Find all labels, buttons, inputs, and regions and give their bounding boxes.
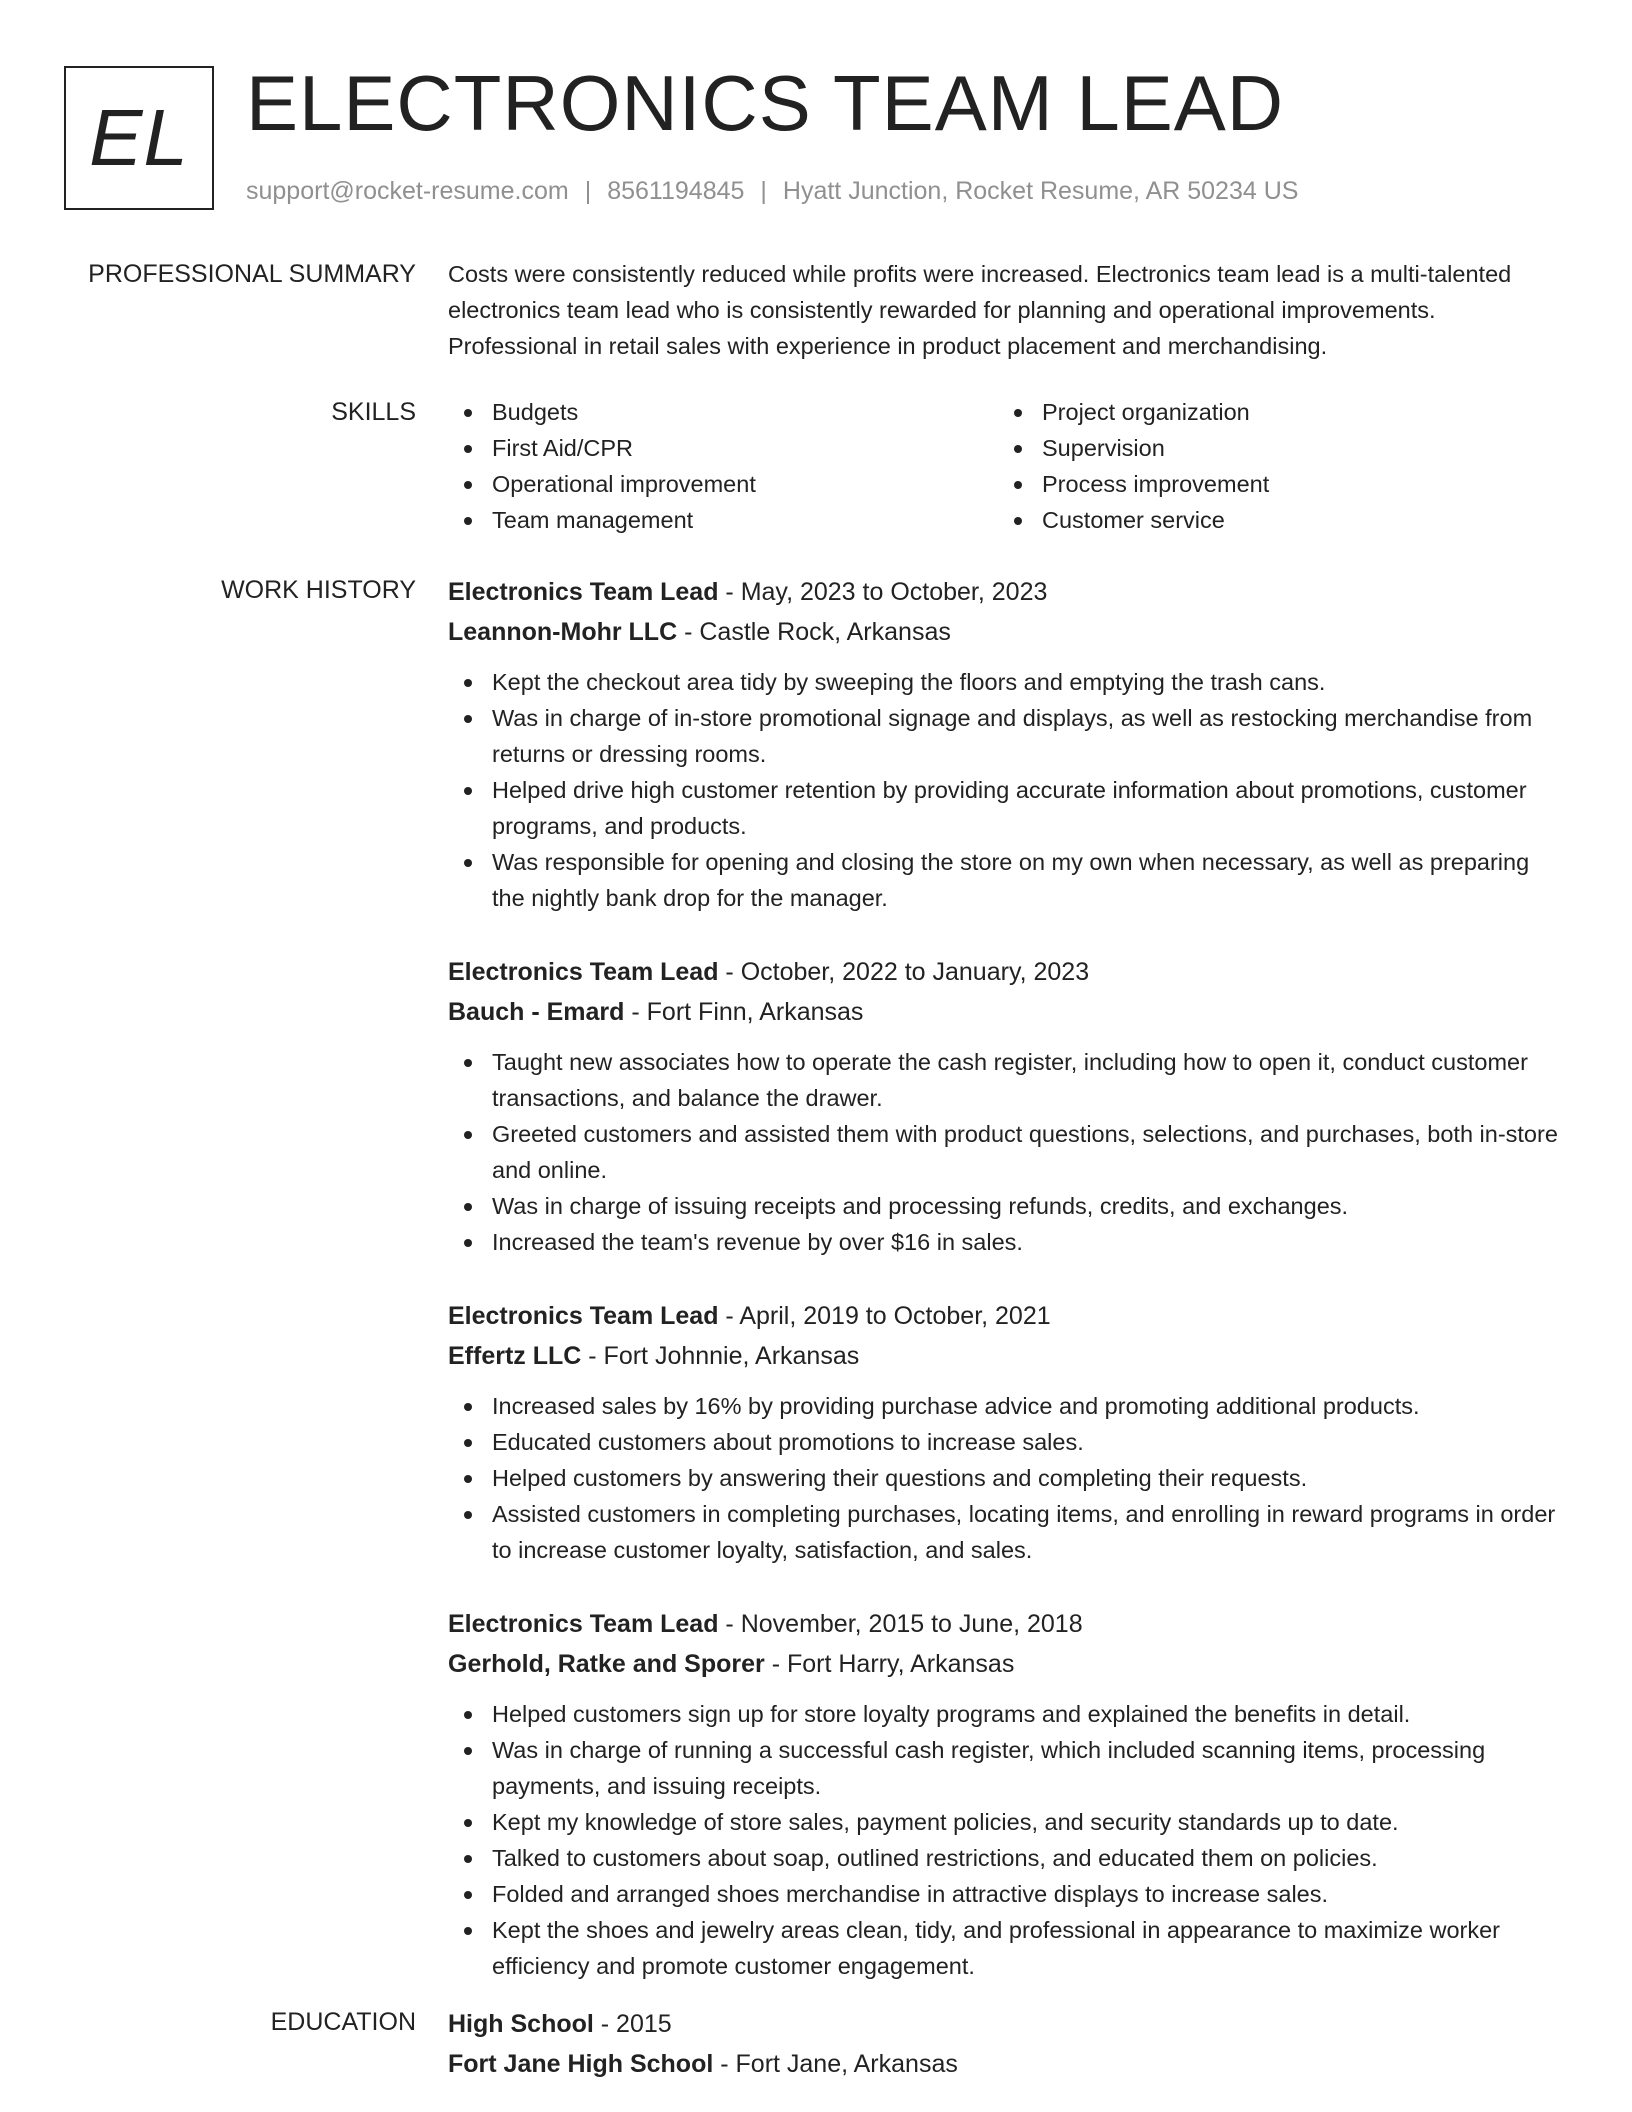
- job-bullet: Increased the team's revenue by over $16 in sales.: [448, 1224, 1568, 1260]
- job-bullet: Greeted customers and assisted them with product questions, selections, and purchases, both in-store and online.: [448, 1116, 1568, 1188]
- job-dates: November, 2015 to June, 2018: [740, 1610, 1083, 1638]
- skill-item: Customer service: [998, 502, 1548, 538]
- summary-label: PROFESSIONAL SUMMARY: [88, 260, 416, 288]
- summary-text: Costs were consistently reduced while profits were increased. Electronics team lead is a multi-talented electronics team lead who is consistently rewarded for planning and operational improvements. Professional in retail sales with experience in product placement and merchandising.: [448, 261, 1512, 359]
- job-entry: [448, 1604, 1568, 1984]
- job-company-line: [448, 612, 1568, 652]
- contact-separator: |: [760, 177, 767, 205]
- job-dash: -: [581, 1342, 604, 1370]
- education-label: EDUCATION: [270, 2008, 416, 2036]
- job-bullets: [448, 1388, 1568, 1568]
- education-dash: -: [713, 2050, 736, 2078]
- job-company: Effertz LLC: [448, 1342, 582, 1370]
- job-dash: -: [718, 578, 741, 606]
- job-company: Leannon-Mohr LLC: [448, 618, 678, 646]
- job-dash: -: [718, 1610, 741, 1638]
- skills-list-right: [998, 394, 1548, 538]
- job-entry: [448, 952, 1568, 1260]
- job-title: Electronics Team Lead: [448, 1302, 719, 1330]
- job-bullet: Helped customers by answering their questions and completing their requests.: [448, 1460, 1568, 1496]
- job-location: Fort Johnnie, Arkansas: [603, 1342, 860, 1370]
- job-dash: -: [677, 618, 700, 646]
- job-bullet: Kept the shoes and jewelry areas clean, tidy, and professional in appearance to maximize worker efficiency and promote customer engagement.: [448, 1912, 1568, 1984]
- job-location: Fort Harry, Arkansas: [786, 1650, 1015, 1678]
- skill-item: Team management: [448, 502, 998, 538]
- monogram-initials: EL: [89, 93, 189, 182]
- job-title: Electronics Team Lead: [448, 1610, 719, 1638]
- job-dash: -: [764, 1650, 787, 1678]
- skills-list-left: [448, 394, 998, 538]
- skill-item: Project organization: [998, 394, 1548, 430]
- education-entry: [448, 2004, 1568, 2096]
- job-bullets: [448, 664, 1568, 916]
- job-bullets: [448, 1696, 1568, 1984]
- job-bullet: Folded and arranged shoes merchandise in attractive displays to increase sales.: [448, 1876, 1568, 1912]
- job-bullet: Was in charge of in-store promotional signage and displays, as well as restocking merchandise from returns or dressing rooms.: [448, 700, 1568, 772]
- job-bullet: Taught new associates how to operate the cash register, including how to open it, conduct customer transactions, and balance the drawer.: [448, 1044, 1568, 1116]
- contact-separator: |: [584, 177, 592, 205]
- job-dash: -: [624, 998, 647, 1026]
- education-dash: -: [593, 2010, 617, 2038]
- resume-title: ELECTRONICS TEAM LEAD: [246, 59, 1285, 147]
- job-location: Castle Rock, Arkansas: [699, 618, 951, 646]
- contact-line: [246, 174, 1298, 208]
- job-bullet: Kept my knowledge of store sales, payment policies, and security standards up to date.: [448, 1804, 1568, 1840]
- job-title-line: [448, 952, 1568, 992]
- job-bullet: Was in charge of issuing receipts and processing refunds, credits, and exchanges.: [448, 1188, 1568, 1224]
- job-company-line: [448, 1336, 1568, 1376]
- skill-item: First Aid/CPR: [448, 430, 998, 466]
- contact-phone: 8561194845: [607, 177, 745, 205]
- skill-item: Operational improvement: [448, 466, 998, 502]
- education-degree: High School: [448, 2010, 594, 2038]
- job-bullet: Helped drive high customer retention by providing accurate information about promotions, customer programs, and products.: [448, 772, 1568, 844]
- job-dash: -: [718, 1302, 740, 1330]
- job-location: Fort Finn, Arkansas: [646, 998, 864, 1026]
- job-dates: May, 2023 to October, 2023: [740, 578, 1048, 606]
- job-bullet: Was in charge of running a successful cash register, which included scanning items, processing payments, and issuing receipts.: [448, 1732, 1568, 1804]
- skill-item: Process improvement: [998, 466, 1548, 502]
- skills-grid: [448, 394, 1568, 538]
- work-history-label: WORK HISTORY: [221, 576, 416, 604]
- education-degree-line: [448, 2004, 1568, 2044]
- job-bullet: Kept the checkout area tidy by sweeping the floors and emptying the trash cans.: [448, 664, 1568, 700]
- job-dash: -: [718, 958, 741, 986]
- job-title-line: [448, 1296, 1568, 1336]
- education-school-line: [448, 2044, 1568, 2084]
- monogram-box: [64, 66, 214, 210]
- job-company-line: [448, 1644, 1568, 1684]
- work-history-list: [448, 572, 1568, 2020]
- job-company: Gerhold, Ratke and Sporer: [448, 1650, 765, 1678]
- job-bullets: [448, 1044, 1568, 1260]
- education-year: 2015: [616, 2010, 672, 2038]
- job-entry: [448, 572, 1568, 916]
- job-title: Electronics Team Lead: [448, 578, 719, 606]
- education-school: Fort Jane High School: [448, 2050, 714, 2078]
- skills-label: SKILLS: [331, 398, 416, 426]
- job-company: Bauch - Emard: [448, 998, 625, 1026]
- contact-email: support@rocket-resume.com: [246, 177, 569, 205]
- job-bullet: Helped customers sign up for store loyalty programs and explained the benefits in detail.: [448, 1696, 1568, 1732]
- skill-item: Supervision: [998, 430, 1548, 466]
- job-dates: October, 2022 to January, 2023: [740, 958, 1090, 986]
- job-entry: [448, 1296, 1568, 1568]
- job-company-line: [448, 992, 1568, 1032]
- job-bullet: Educated customers about promotions to increase sales.: [448, 1424, 1568, 1460]
- job-title-line: [448, 572, 1568, 612]
- education-location: Fort Jane, Arkansas: [735, 2050, 958, 2078]
- job-bullet: Increased sales by 16% by providing purchase advice and promoting additional products.: [448, 1388, 1568, 1424]
- skill-item: Budgets: [448, 394, 998, 430]
- job-title-line: [448, 1604, 1568, 1644]
- job-title: Electronics Team Lead: [448, 958, 719, 986]
- contact-address: Hyatt Junction, Rocket Resume, AR 50234 US: [782, 177, 1299, 205]
- job-bullet: Assisted customers in completing purchases, locating items, and enrolling in reward programs in order to increase customer loyalty, satisfaction, and sales.: [448, 1496, 1568, 1568]
- job-dates: April, 2019 to October, 2021: [739, 1302, 1051, 1330]
- job-bullet: Talked to customers about soap, outlined restrictions, and educated them on policies.: [448, 1840, 1568, 1876]
- job-bullet: Was responsible for opening and closing the store on my own when necessary, as well as preparing the nightly bank drop for the manager.: [448, 844, 1568, 916]
